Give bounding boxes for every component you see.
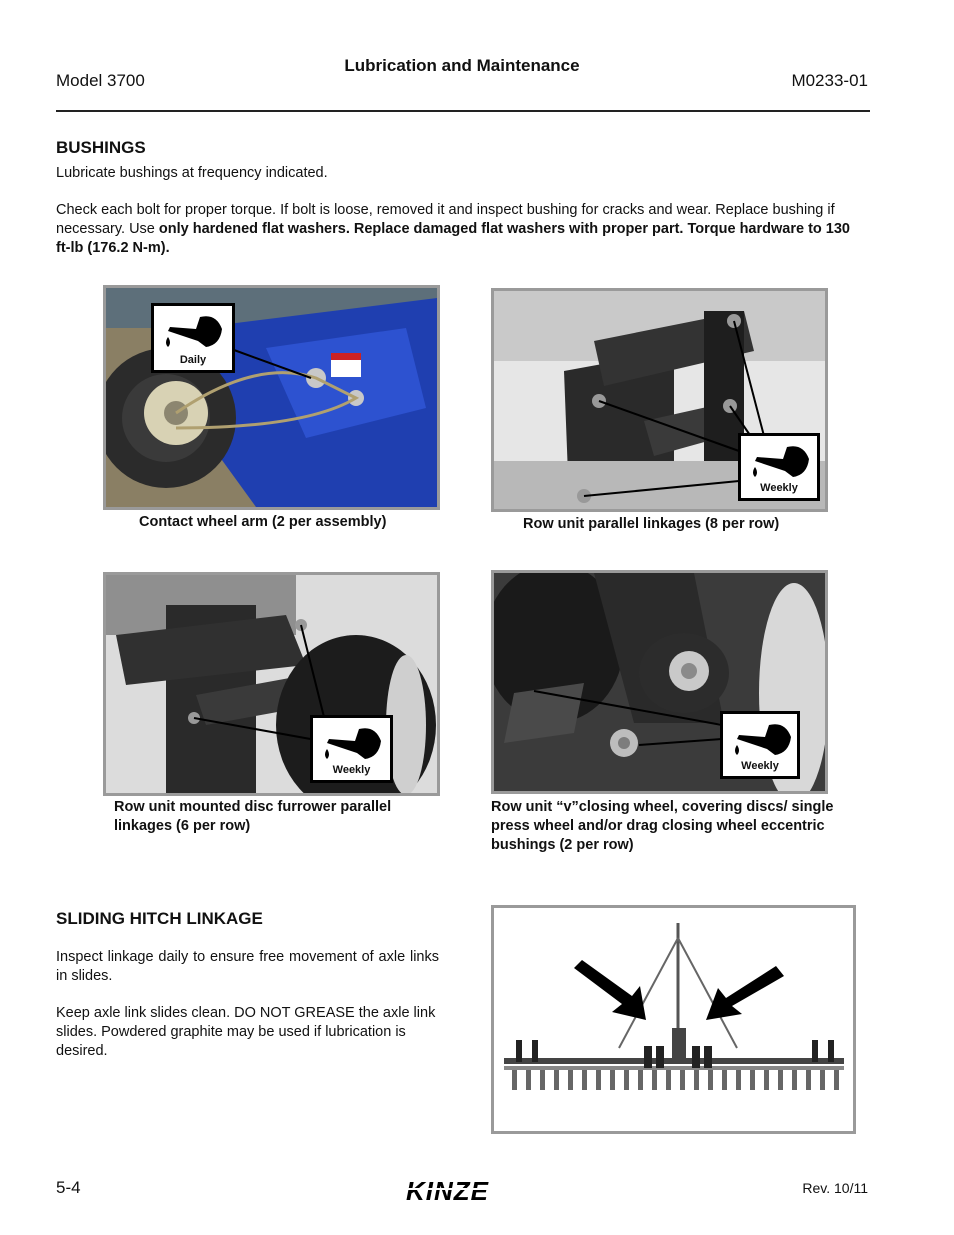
page-number: 5-4 — [56, 1178, 81, 1197]
revision-date: Rev. 10/11 — [802, 1180, 868, 1196]
sliding-hitch-para2: Keep axle link slides clean. DO NOT GREASE the axle link slides. Powdered graphite may be used if lubrication is desired. — [56, 1005, 436, 1059]
figure-caption-contact-wheel: Contact wheel arm (2 per assembly) — [139, 514, 387, 530]
instructions-normal-text: Check each bolt for proper torque. If bolt is loose, removed it and inspect bushing for cracks and wear. Replace bushing if necessary. Use — [56, 202, 835, 237]
daily-badge-label: Daily — [179, 354, 207, 366]
logo-text: KINZE — [406, 1176, 489, 1206]
closing-wheel-photo — [491, 570, 828, 794]
sliding-hitch-heading: SLIDING HITCH LINKAGE — [56, 909, 263, 928]
kinze-logo-graphic — [404, 1176, 524, 1206]
figure-caption-closing-wheel: Row unit “v”closing wheel, covering discs/ single press wheel and/or drag closing wheel eccentric bushings (2 per row) — [491, 799, 834, 853]
oil-can-icon — [747, 441, 815, 483]
section-title: Lubrication and Maintenance — [344, 56, 580, 75]
contact-wheel-arm-photo — [103, 285, 440, 510]
sliding-hitch-diagram — [491, 905, 856, 1134]
weekly-lube-badge-2 — [310, 715, 393, 783]
model-label: Model 3700 — [56, 71, 145, 90]
kinze-logo — [404, 1176, 524, 1206]
figure-caption-parallel-linkages: Row unit parallel linkages (8 per row) — [523, 516, 780, 532]
header-rule — [56, 110, 870, 112]
weekly-lube-badge-3 — [720, 711, 800, 779]
planter-hitch-drawing — [494, 908, 853, 1131]
weekly-badge-label: Weekly — [760, 482, 798, 494]
weekly-badge-label: Weekly — [332, 764, 371, 776]
weekly-badge-label: Weekly — [741, 760, 779, 772]
figure-caption-disc-furrower: Row unit mounted disc furrower parallel linkages (6 per row) — [114, 799, 392, 834]
parallel-linkages-photo — [491, 288, 828, 512]
bushings-instructions — [56, 201, 868, 258]
bushings-heading: BUSHINGS — [56, 138, 146, 157]
document-number: M0233-01 — [791, 71, 868, 90]
oil-can-icon — [729, 719, 797, 761]
weekly-lube-badge-1 — [738, 433, 820, 501]
bushings-intro: Lubricate bushings at frequency indicated. — [56, 165, 328, 181]
oil-can-icon — [319, 723, 387, 765]
sliding-hitch-para1: Inspect linkage daily to ensure free movement of axle links in slides. — [56, 949, 439, 984]
instructions-bold-text: only hardened flat washers. Replace damaged flat washers with proper part. Torque hardware to 130 ft-lb (176.2 N-m). — [56, 221, 850, 256]
oil-can-icon — [160, 311, 228, 353]
daily-lube-badge — [151, 303, 235, 373]
disc-furrower-photo — [103, 572, 440, 796]
